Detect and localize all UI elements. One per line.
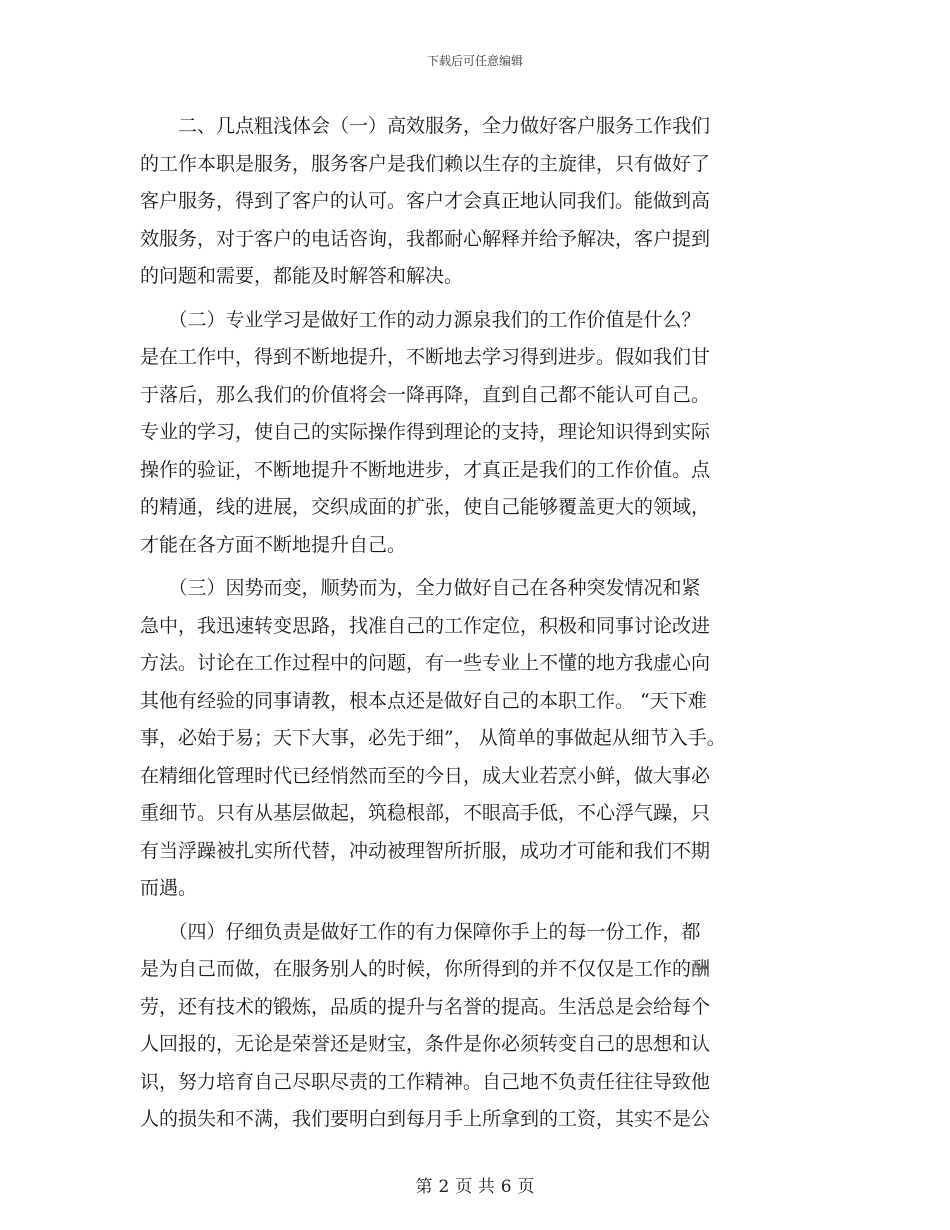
text-line: 有当浮躁被扎实所代替，冲动被理智所折服，成功才可能和我们不期 [140, 839, 711, 862]
text-line: （四）仔细负责是做好工作的有力保障你手上的每一份工作，都 [140, 920, 701, 943]
text-line: 人回报的，无论是荣誉还是财宝，条件是你必须转变自己的思想和认 [140, 1033, 711, 1055]
text-line: 的精通，线的进展，交织成面的扩张，使自己能够覆盖更大的领域， [140, 496, 711, 518]
page-header: 下载后可任意编辑 [426, 54, 523, 68]
text-line: 于落后，那么我们的价值将会一降再降，直到自己都不能认可自己。 [140, 383, 711, 406]
text-line: 二、几点粗浅体会（一）高效服务，全力做好客户服务工作我们 [140, 115, 711, 137]
page-number: 2 [438, 1177, 450, 1197]
text-line: 劳，还有技术的锻炼，品质的提升与名誉的提高。生活总是会给每个 [140, 995, 711, 1018]
footer-middle: 页 共 [455, 1177, 495, 1197]
text-line: 识，努力培育自己尽职尽责的工作精神。自己地不负责任往往导致他 [140, 1070, 711, 1093]
text-line: 急中，我迅速转变思路，找准自己的工作定位，积极和同事讨论改进 [140, 614, 711, 637]
text-line: 操作的验证，不断地提升不断地进步，才真正是我们的工作价值。点 [140, 458, 711, 481]
paragraph-1 [140, 108, 820, 296]
text-line: 在精细化管理时代已经悄然而至的今日，成大业若烹小鲜，做大事必 [140, 764, 711, 787]
text-line: 而遇。 [140, 877, 198, 899]
text-line: （三）因势而变，顺势而为，全力做好自己在各种突发情况和紧 [140, 577, 701, 599]
text-line: 重细节。只有从基层做起，筑稳根部，不眼高手低，不心浮气躁，只 [140, 802, 711, 824]
text-line: 的问题和需要，都能及时解答和解决。 [140, 265, 464, 287]
paragraph-3 [140, 570, 820, 908]
text-line: 其他有经验的同事请教，根本点还是做好自己的本职工作。 “天下难 [140, 689, 707, 712]
text-line: （二）专业学习是做好工作的动力源泉我们的工作价值是什么？ [140, 308, 701, 331]
text-line: 效服务，对于客户的电话咨询，我都耐心解释并给予解决，客户提到 [140, 227, 711, 250]
text-line: 的工作本职是服务，服务客户是我们赖以生存的主旋律，只有做好了 [140, 152, 711, 175]
text-line: 是在工作中，得到不断地提升，不断地去学习得到进步。假如我们甘 [140, 346, 711, 368]
paragraph-4 [140, 914, 820, 1139]
text-line: 才能在各方面不断地提升自己。 [140, 533, 407, 556]
text-line: 客户服务，得到了客户的认可。客户才会真正地认同我们。能做到高 [140, 190, 711, 212]
page-total: 6 [500, 1177, 512, 1197]
document-body [140, 108, 820, 1139]
text-line: 事，必始于易；天下大事，必先于细”， 从简单的事做起从细节入手。 [140, 727, 726, 749]
footer-prefix: 第 [415, 1177, 433, 1197]
paragraph-2 [140, 302, 820, 565]
footer-suffix: 页 [517, 1177, 535, 1197]
text-line: 是为自己而做，在服务别人的时候，你所得到的并不仅仅是工作的酬 [140, 958, 711, 980]
text-line: 方法。讨论在工作过程中的问题，有一些专业上不懂的地方我虚心向 [140, 652, 711, 674]
text-line: 专业的学习，使自己的实际操作得到理论的支持，理论知识得到实际 [140, 421, 711, 443]
text-line: 人的损失和不满，我们要明白到每月手上所拿到的工资，其实不是公 [140, 1108, 711, 1130]
page-footer [0, 1172, 950, 1197]
